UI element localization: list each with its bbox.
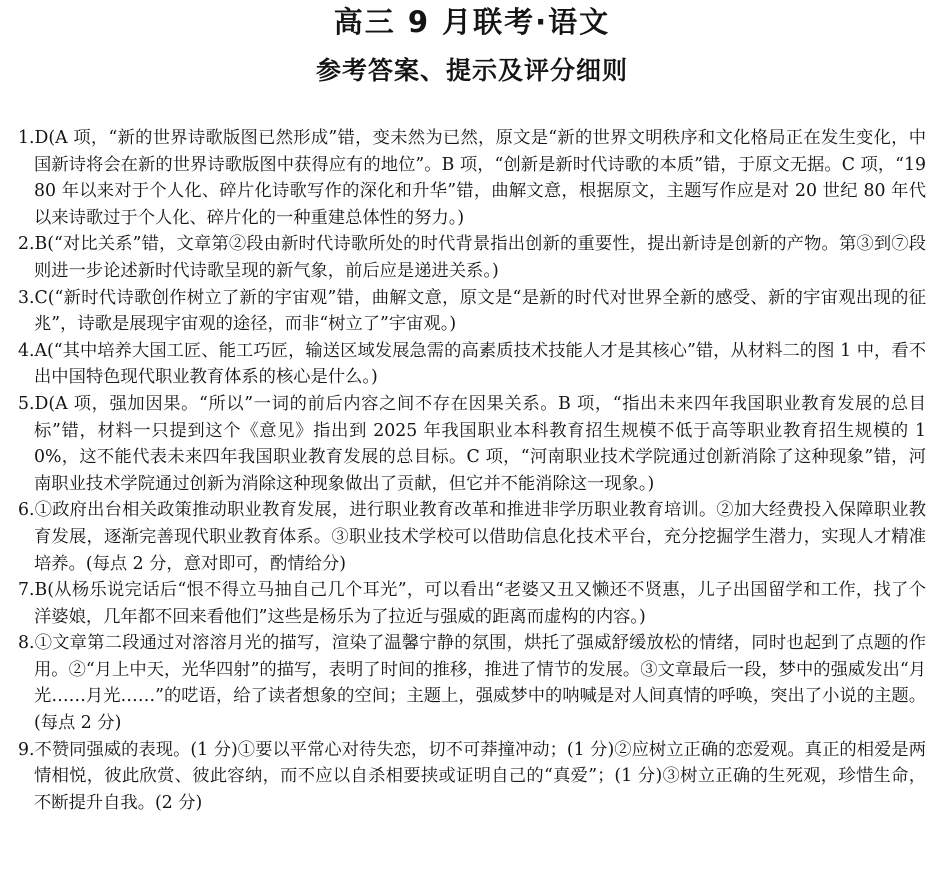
answer-number: 6. [18, 500, 35, 521]
answer-item-9 [18, 737, 926, 817]
answer-item-1 [18, 125, 926, 231]
answer-number: 9. [18, 739, 35, 760]
answer-text: 不赞同强威的表现。(1 分)①要以平常心对待失恋，切不可莽撞冲动；(1 分)②应树立正确的恋爱观。真正的相爱是两情相悦，彼此欣赏、彼此容纳，而不应以自杀相要挟或证明自己的“真爱”；(1 分)③树立正确的生死观，珍惜生命，不断提升自我。(2 分) [34, 739, 926, 813]
answer-text: D(A 项，强加因果。“所以”一词的前后内容之间不存在因果关系。B 项，“指出未来四年我国职业教育发展的总目标”错，材料一只提到这个《意见》指出到 2025 年我国职业本科教育招生规模不低于高等职业教育招生规模的 10%，这不能代表未来四年我国职业教育发展的总目标。C 项，“河南职业技术学院通过创新消除了这种现象”错，河南职业技术学院通过创新为消除这种现象做出了贡献，但它并不能消除这一现象。) [34, 393, 926, 494]
answer-number: 5. [18, 393, 35, 414]
answer-number: 8. [18, 633, 35, 654]
header [0, 0, 944, 88]
answer-item-5 [18, 391, 926, 497]
answer-item-3 [18, 285, 926, 338]
answer-text: ①文章第二段通过对溶溶月光的描写，渲染了温馨宁静的氛围，烘托了强威舒缓放松的情绪，同时也起到了点题的作用。②“月上中天，光华四射”的描写，表明了时间的推移，推进了情节的发展。③文章最后一段，梦中的强威发出“月光……月光……”的呓语，给了读者想象的空间；主题上，强威梦中的呐喊是对人间真情的呼唤，突出了小说的主题。(每点 2 分) [34, 633, 926, 734]
answer-item-7 [18, 577, 926, 630]
answer-number: 4. [18, 340, 35, 361]
page-subtitle: 参考答案、提示及评分细则 [315, 56, 628, 85]
answer-number: 1. [18, 128, 35, 148]
page-title: 高三 9 月联考·语文 [333, 5, 611, 39]
answer-text: B(从杨乐说完话后“恨不得立马抽自己几个耳光”，可以看出“老婆又丑又懒还不贤惠，儿子出国留学和工作，找了个洋婆娘，几年都不回来看他们”这些是杨乐为了拉近与强威的距离而虚构的内容。) [34, 580, 926, 627]
answer-text: B(“对比关系”错，文章第②段由新时代诗歌所处的时代背景指出创新的重要性，提出新诗是创新的产物。第③到⑦段则进一步论述新时代诗歌呈现的新气象，前后应是递进关系。) [34, 234, 926, 281]
answer-number: 3. [18, 287, 35, 308]
answer-number: 2. [18, 234, 35, 255]
answer-list [18, 125, 926, 816]
answer-number: 7. [18, 580, 35, 601]
answer-item-2 [18, 231, 926, 284]
answer-item-8 [18, 630, 926, 736]
answer-item-4 [18, 338, 926, 391]
answer-text: A(“其中培养大国工匠、能工巧匠，输送区域发展急需的高素质技术技能人才是其核心”错，从材料二的图 1 中，看不出中国特色现代职业教育体系的核心是什么。) [34, 340, 926, 388]
answer-text: C(“新时代诗歌创作树立了新的宇宙观”错，曲解文意，原文是“是新的时代对世界全新的感受、新的宇宙观出现的征兆”，诗歌是展现宇宙观的途径，而非“树立了”宇宙观。) [34, 287, 926, 335]
answer-text: ①政府出台相关政策推动职业教育发展，进行职业教育改革和推进非学历职业教育培训。②加大经费投入保障职业教育发展，逐渐完善现代职业教育体系。③职业技术学校可以借助信息化技术平台，充分挖掘学生潜力，实现人才精准培养。(每点 2 分，意对即可，酌情给分) [34, 500, 926, 574]
answer-text: D(A 项，“新的世界诗歌版图已然形成”错，变未然为已然，原文是“新的世界文明秩序和文化格局正在发生变化，中国新诗将会在新的世界诗歌版图中获得应有的地位”。B 项，“创新是新时代诗歌的本质”错，于原文无据。C 项，“1980 年以来对于个人化、碎片化诗歌写作的深化和升华”错，曲解文意，根据原文，主题写作应是对 20 世纪 80 年代以来诗歌过于个人化、碎片化的一种重建总体性的努力。) [34, 128, 926, 228]
answer-item-6 [18, 497, 926, 577]
